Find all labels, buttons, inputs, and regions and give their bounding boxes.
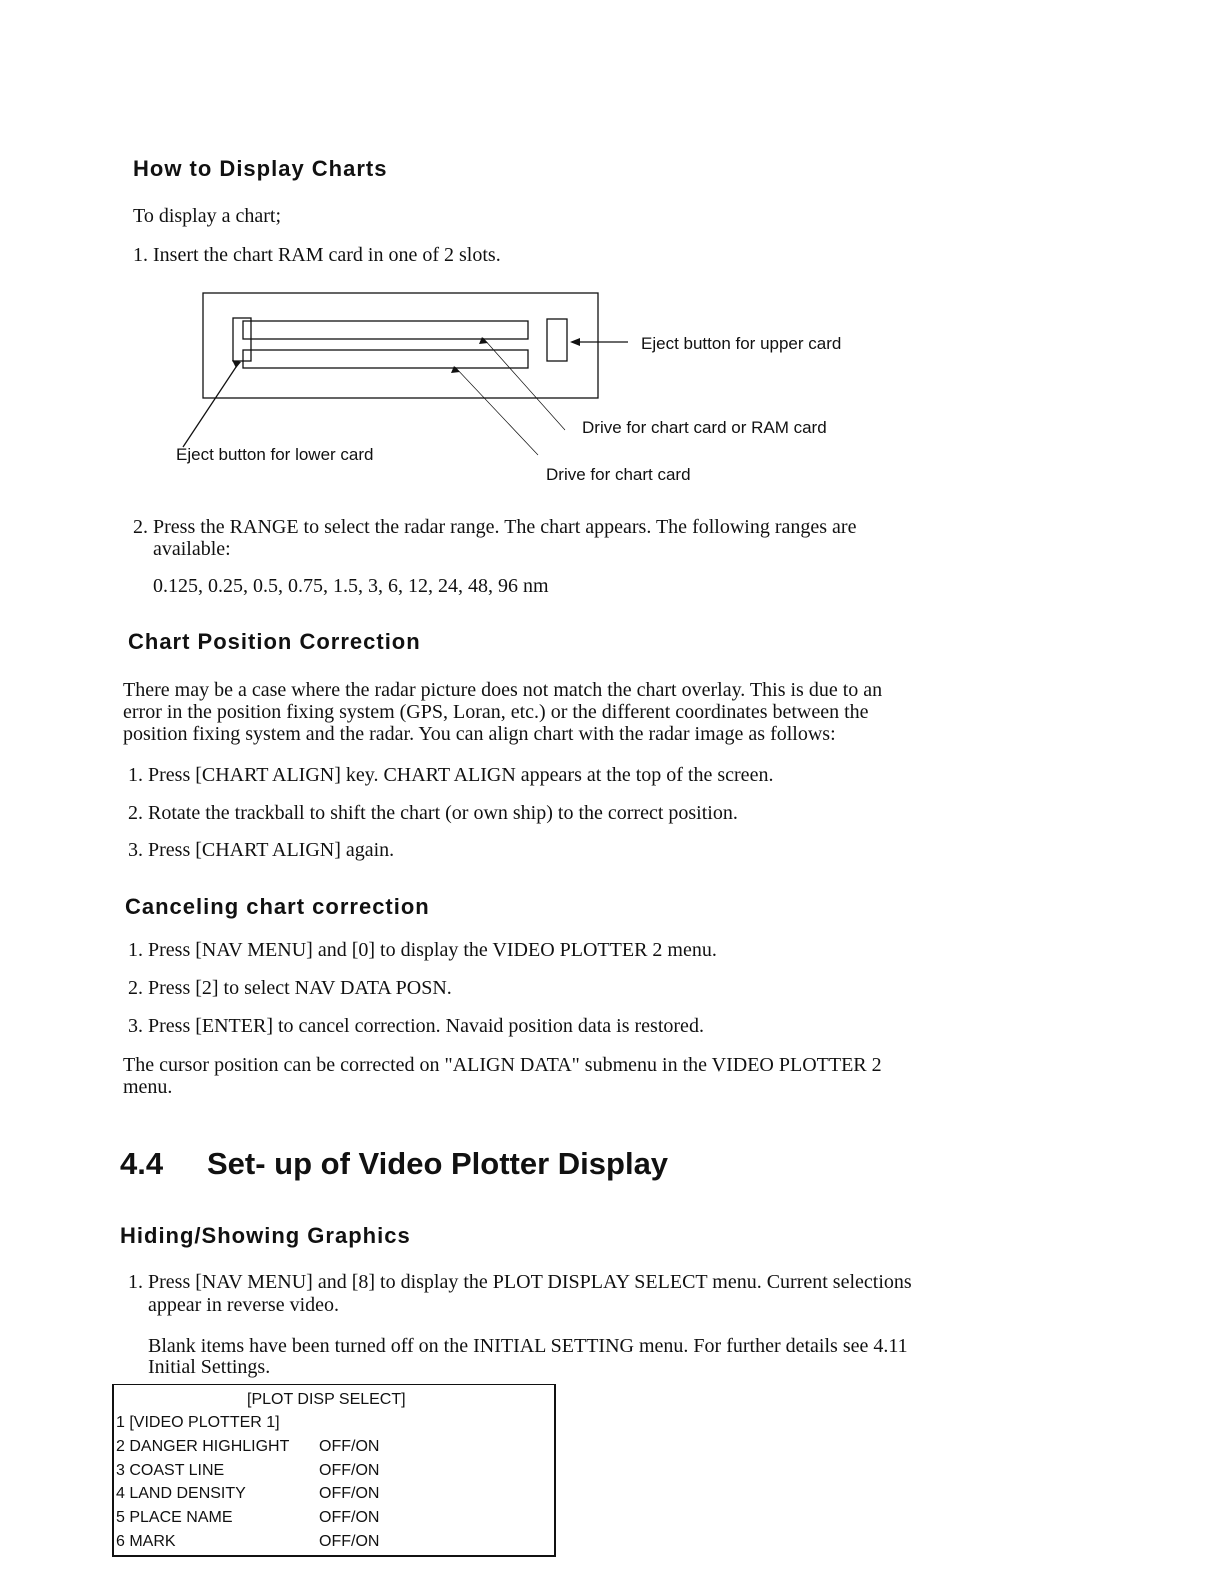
- step-2: 2. Press the RANGE to select the radar range. The chart appears. The following ranges are: [133, 516, 857, 538]
- list-item: 1. Press [CHART ALIGN] key. CHART ALIGN appears at the top of the screen.: [128, 764, 774, 786]
- paragraph-line: Initial Settings.: [148, 1356, 271, 1378]
- label-eject-upper: Eject button for upper card: [641, 334, 842, 353]
- menu-item: 4 LAND DENSITY: [116, 1485, 246, 1502]
- section-number: 4.4: [120, 1146, 164, 1181]
- menu-item-value: OFF/ON: [319, 1462, 380, 1479]
- list-item-cont: appear in reverse video.: [148, 1294, 340, 1316]
- paragraph-line: Blank items have been turned off on the INITIAL SETTING menu. For further details see 4.11: [148, 1335, 908, 1357]
- menu-item-value: OFF/ON: [319, 1485, 380, 1502]
- paragraph-line: The cursor position can be corrected on "ALIGN DATA" submenu in the VIDEO PLOTTER 2: [123, 1054, 882, 1076]
- label-eject-lower: Eject button for lower card: [176, 445, 374, 464]
- menu-item: 1 [VIDEO PLOTTER 1]: [116, 1414, 280, 1431]
- label-drive-chart-ram: Drive for chart card or RAM card: [582, 418, 827, 437]
- paragraph-line: error in the position fixing system (GPS, Loran, etc.) or the different coordinates between the: [123, 701, 869, 723]
- menu-item: 5 PLACE NAME: [116, 1509, 233, 1526]
- plot-disp-select-menu: [112, 1384, 556, 1557]
- panel-outline: [203, 293, 598, 398]
- lower-slot: [243, 350, 528, 368]
- heading-canceling-chart-correction: Canceling chart correction: [125, 894, 430, 919]
- section-title: Set- up of Video Plotter Display: [207, 1146, 669, 1181]
- menu-item: 6 MARK: [116, 1533, 176, 1550]
- heading-hiding-showing-graphics: Hiding/Showing Graphics: [120, 1223, 411, 1248]
- heading-display-charts: How to Display Charts: [133, 156, 388, 181]
- range-list: 0.125, 0.25, 0.5, 0.75, 1.5, 3, 6, 12, 24, 48, 96 nm: [153, 575, 549, 597]
- list-item: 2. Rotate the trackball to shift the chart (or own ship) to the correct position.: [128, 802, 738, 824]
- upper-eject-button: [547, 319, 567, 361]
- step-2-cont: available:: [153, 538, 231, 560]
- menu-item-value: OFF/ON: [319, 1438, 380, 1455]
- list-item: 3. Press [CHART ALIGN] again.: [128, 839, 395, 861]
- paragraph-line: menu.: [123, 1076, 173, 1098]
- paragraph-line: There may be a case where the radar picture does not match the chart overlay. This is due to an: [123, 679, 883, 701]
- menu-item: 2 DANGER HIGHLIGHT: [116, 1438, 290, 1455]
- menu-item: 3 COAST LINE: [116, 1462, 225, 1479]
- leader-line: [455, 367, 538, 455]
- leader-line: [483, 338, 565, 430]
- menu-item-value: OFF/ON: [319, 1509, 380, 1526]
- paragraph-line: position fixing system and the radar. You can align chart with the radar image as follows:: [123, 723, 836, 745]
- list-item: 2. Press [2] to select NAV DATA POSN.: [128, 977, 452, 999]
- heading-chart-position-correction: Chart Position Correction: [128, 629, 421, 654]
- intro-text: To display a chart;: [133, 205, 281, 227]
- label-drive-chart: Drive for chart card: [546, 465, 691, 484]
- upper-slot: [243, 321, 528, 339]
- menu-title: [PLOT DISP SELECT]: [247, 1391, 406, 1408]
- list-item: 3. Press [ENTER] to cancel correction. Navaid position data is restored.: [128, 1015, 704, 1037]
- step-1: 1. Insert the chart RAM card in one of 2 slots.: [133, 244, 501, 266]
- leader-line: [183, 364, 238, 447]
- list-item: 1. Press [NAV MENU] and [0] to display the VIDEO PLOTTER 2 menu.: [128, 939, 717, 961]
- menu-item-value: OFF/ON: [319, 1533, 380, 1550]
- arrow-icon: [570, 338, 580, 346]
- list-item: 1. Press [NAV MENU] and [8] to display the PLOT DISPLAY SELECT menu. Current selections: [128, 1271, 912, 1293]
